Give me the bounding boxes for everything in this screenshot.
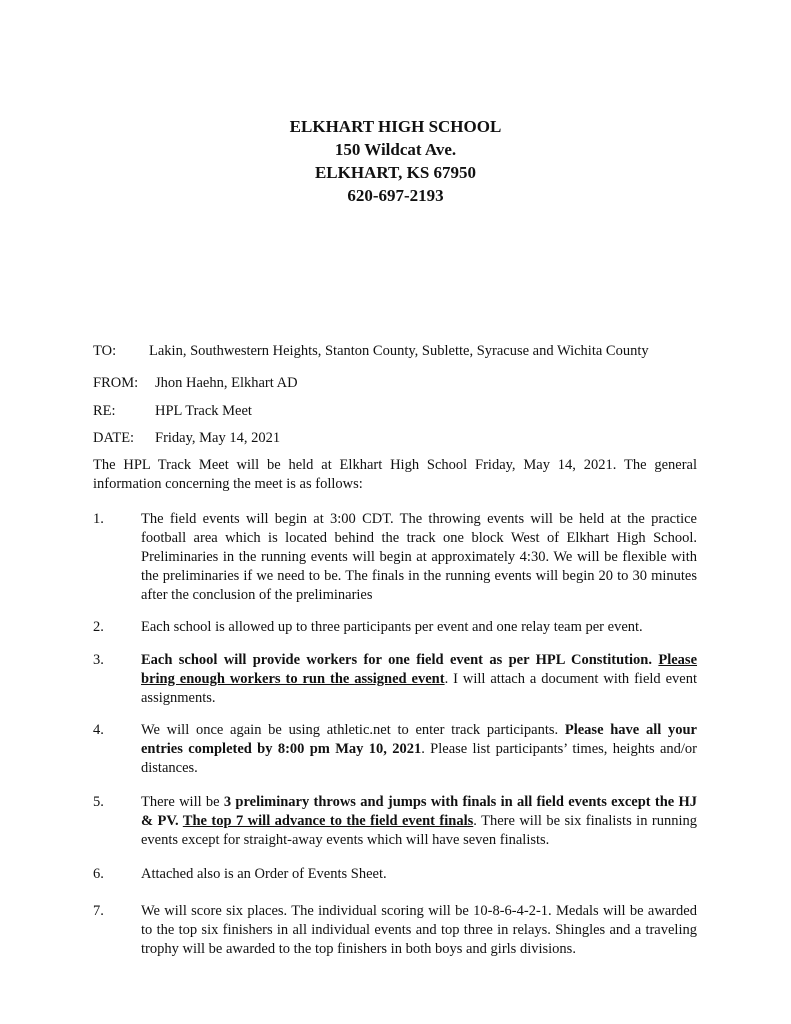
item-bold-text: Please have all your entries completed by 8:00 pm May 10, 2021	[141, 722, 697, 757]
item-rest-text: . Please list participants’ times, heights and/or distances.	[141, 741, 698, 776]
item-underlined-text: The top 7 will advance to the field event finals	[182, 813, 474, 829]
item-text: Each school is allowed up to three participants per event and one relay team per event.	[141, 619, 643, 635]
item-text: Attached also is an Order of Events Sheet.	[141, 866, 387, 882]
item-number: 3.	[93, 652, 104, 668]
list-item	[93, 651, 697, 708]
item-rest-text: . There will be six finalists in running events except for straight-away events which will have seven finalists.	[141, 813, 697, 848]
item-number: 2.	[93, 619, 104, 635]
item-number: 4.	[93, 722, 104, 738]
item-bold-text: 3 preliminary throws and jumps with finals in all field events except the HJ & PV	[141, 794, 697, 829]
item-number: 1.	[93, 511, 104, 527]
list-item	[93, 865, 697, 884]
item-number: 7.	[93, 903, 104, 919]
memo-re-label: RE:	[93, 403, 116, 419]
item-number: 5.	[93, 794, 104, 810]
item-text	[141, 651, 697, 708]
item-lead-text: There will be	[141, 794, 224, 810]
item-bold-punct: .	[174, 813, 183, 829]
item-text	[141, 721, 697, 778]
school-street: 150 Wildcat Ave.	[334, 140, 457, 159]
memo-date	[93, 429, 281, 447]
memo-date-value: Friday, May 14, 2021	[155, 430, 281, 446]
memo-to	[93, 342, 649, 360]
item-text: The field events will begin at 3:00 CDT. The throwing events will be held at the practice football area which is located behind the track one block West of Elkhart High School. Preliminaries in the running events will begin at approximately 4:30. We will be flexible with the preliminaries if we need to be. The finals in the running events will begin 20 to 30 minutes after the conclusion of the preliminaries	[141, 511, 697, 603]
memo-date-label: DATE:	[93, 430, 135, 446]
item-text	[141, 793, 697, 850]
memo-from-label: FROM:	[93, 375, 139, 391]
memo-re	[93, 402, 252, 420]
item-rest-text: . I will attach a document with field event assignments.	[141, 671, 697, 706]
intro-paragraph: The HPL Track Meet will be held at Elkhart High School Friday, May 14, 2021. The general information concerning the meet is as follows:	[93, 457, 697, 492]
item-text: We will score six places. The individual scoring will be 10-8-6-4-2-1. Medals will be awarded to the top six finishers in all individual events and top three in relays. Shingles and a traveling trophy will be awarded to the top finishers in both boys and girls divisions.	[141, 903, 697, 957]
item-number: 6.	[93, 866, 104, 882]
item-lead-text: We will once again be using athletic.net to enter track participants.	[141, 722, 565, 738]
item-bold-text: Each school will provide workers for one field event as per HPL Constitution	[141, 652, 649, 668]
list-item	[93, 793, 697, 850]
school-phone: 620-697-2193	[347, 186, 444, 205]
memo-from	[93, 374, 298, 392]
memo-to-value: Lakin, Southwestern Heights, Stanton County, Sublette, Syracuse and Wichita County	[149, 343, 649, 359]
list-item	[93, 510, 697, 605]
memo-to-label: TO:	[93, 343, 117, 359]
memo-re-value: HPL Track Meet	[155, 403, 252, 419]
school-name: ELKHART HIGH SCHOOL	[289, 117, 502, 136]
item-underlined-text: Please bring enough workers to run the assigned event	[141, 652, 698, 687]
school-city: ELKHART, KS 67950	[314, 163, 477, 182]
list-item	[93, 618, 697, 637]
list-item	[93, 721, 697, 778]
memo-from-value: Jhon Haehn, Elkhart AD	[155, 375, 298, 391]
item-bold-punct: .	[648, 652, 659, 668]
list-item	[93, 902, 697, 959]
letterhead	[0, 115, 791, 207]
